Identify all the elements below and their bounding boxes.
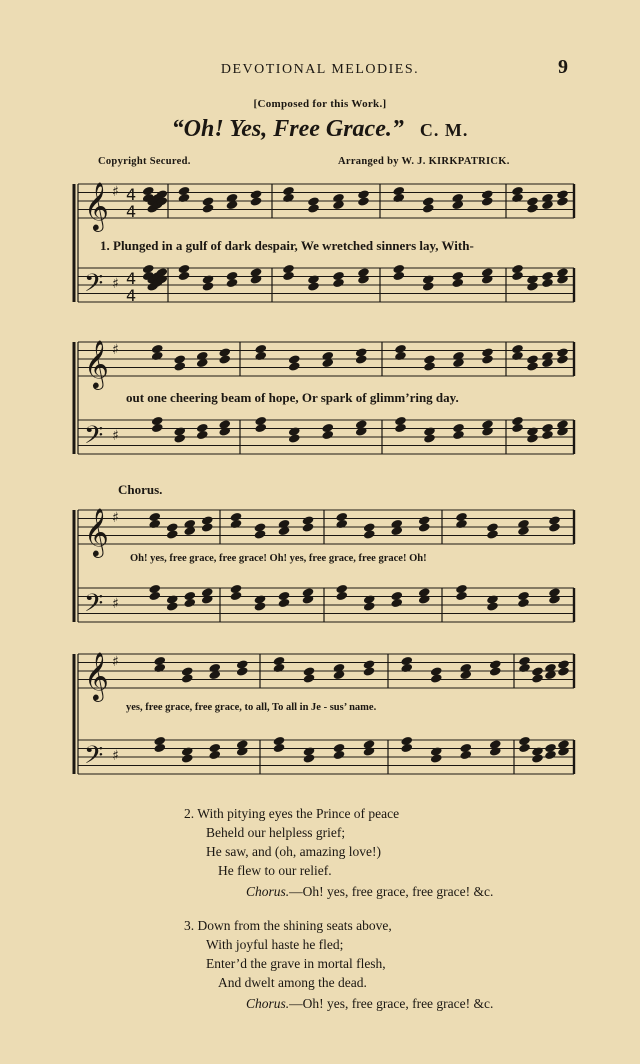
treble-note [142, 186, 155, 197]
bass-note [332, 271, 345, 282]
key-signature-sharp: ♯ [112, 596, 119, 612]
treble-note [355, 347, 368, 358]
composed-note: [Composed for this Work.] [253, 98, 387, 110]
treble-note [400, 656, 413, 667]
treble-note [303, 666, 316, 677]
bass-note [455, 584, 468, 595]
treble-note [321, 351, 334, 362]
treble-note [511, 186, 524, 197]
treble-note [332, 193, 345, 204]
treble-note [556, 347, 569, 358]
verse-2-line-4: He flew to our relief. [218, 863, 332, 878]
bass-note [541, 271, 554, 282]
treble-note [390, 519, 403, 530]
bass-note [142, 264, 155, 275]
running-head: DEVOTIONAL MELODIES. [220, 62, 420, 77]
key-signature-sharp: ♯ [112, 428, 119, 444]
time-signature: 4 [126, 286, 137, 305]
bass-note [151, 416, 164, 427]
bass-note [288, 426, 301, 437]
key-signature-sharp: ♯ [112, 510, 119, 526]
lyrics-system-1: 1. Plunged in a gulf of dark despair, We wretched sinners lay, With- [100, 238, 474, 253]
chorus-ref-text: —Oh! yes, free grace, free grace! &c. [289, 996, 494, 1011]
bass-note [526, 274, 539, 285]
treble-note [202, 196, 215, 207]
bass-note [254, 594, 267, 605]
bass-note [166, 594, 179, 605]
bass-note [273, 736, 286, 747]
treble-clef: 𝄞 [84, 651, 109, 700]
treble-note [335, 512, 348, 523]
treble-note [333, 663, 346, 674]
treble-note [541, 193, 554, 204]
bass-note [531, 746, 544, 757]
verse-2-line-2: Beheld our helpless grief; [206, 825, 346, 840]
copyright-notice: Copyright Secured. [98, 156, 191, 167]
bass-note [321, 423, 334, 434]
treble-note [250, 189, 263, 200]
bass-clef: 𝄢 [84, 589, 104, 624]
treble-note [357, 189, 370, 200]
treble-note [173, 354, 186, 365]
chorus-label: Chorus. [118, 482, 163, 497]
verse-2-chorus-ref [246, 884, 493, 900]
bass-note [278, 591, 291, 602]
bass-note [486, 594, 499, 605]
chorus-ref-label: Chorus. [246, 996, 290, 1011]
treble-clef: 𝄞 [84, 181, 109, 230]
treble-note [148, 512, 161, 523]
lyrics-system-3: Oh! yes, free grace, free grace! Oh! yes, free grace, free grace! Oh! [130, 553, 427, 564]
time-signature: 4 [126, 269, 137, 288]
treble-note [481, 347, 494, 358]
key-signature-sharp: ♯ [112, 276, 119, 292]
treble-note [486, 522, 499, 533]
bass-note [148, 584, 161, 595]
arranger-credit: Arranged by W. J. KIRKPATRICK. [338, 156, 510, 167]
treble-note [282, 186, 295, 197]
treble-note [151, 344, 164, 355]
treble-note [254, 522, 267, 533]
treble-note [544, 663, 557, 674]
bass-note [423, 426, 436, 437]
bass-note [422, 274, 435, 285]
verse-3-line-1: 3. Down from the shining seats above, [184, 918, 392, 933]
verse-3-line-2: With joyful haste he fled; [206, 937, 344, 952]
key-signature-sharp: ♯ [112, 654, 119, 670]
bass-note [335, 584, 348, 595]
treble-note [183, 519, 196, 530]
bass-note [303, 746, 316, 757]
bass-note [181, 746, 194, 757]
treble-note [430, 666, 443, 677]
treble-note [518, 656, 531, 667]
treble-note [531, 666, 544, 677]
treble-note [452, 351, 465, 362]
treble-note [557, 659, 570, 670]
treble-note [230, 512, 243, 523]
key-signature-sharp: ♯ [112, 342, 119, 358]
chorus-ref-label: Chorus. [246, 884, 290, 899]
treble-note [489, 659, 502, 670]
bass-note [226, 271, 239, 282]
treble-note [481, 189, 494, 200]
treble-clef: 𝄞 [84, 507, 109, 556]
bass-note [511, 416, 524, 427]
verse-3-line-4: And dwelt among the dead. [218, 975, 367, 990]
verse-2-line-3: He saw, and (oh, amazing love!) [206, 844, 381, 859]
treble-note [166, 522, 179, 533]
treble-note [307, 196, 320, 207]
treble-note [288, 354, 301, 365]
treble-note [541, 351, 554, 362]
bass-note [363, 594, 376, 605]
bass-note [517, 591, 530, 602]
bass-clef: 𝄢 [84, 269, 104, 304]
treble-clef: 𝄞 [84, 339, 109, 388]
treble-note [526, 196, 539, 207]
treble-note [218, 347, 231, 358]
treble-note [548, 515, 561, 526]
key-signature-sharp: ♯ [112, 748, 119, 764]
bass-note [307, 274, 320, 285]
time-signature: 4 [126, 202, 137, 221]
lyrics-system-4: yes, free grace, free grace, to all, To all in Je - sus’ name. [126, 702, 377, 713]
chorus-ref-text: —Oh! yes, free grace, free grace! &c. [289, 884, 494, 899]
bass-clef: 𝄢 [84, 421, 104, 456]
treble-note [273, 656, 286, 667]
bass-note [153, 736, 166, 747]
bass-note [196, 423, 209, 434]
bass-note [392, 264, 405, 275]
bass-note [202, 274, 215, 285]
bass-note [282, 264, 295, 275]
bass-note [178, 264, 191, 275]
verse-3-line-3: Enter’d the grave in mortal flesh, [206, 956, 386, 971]
bass-note [511, 264, 524, 275]
bass-note [208, 743, 221, 754]
treble-note [394, 344, 407, 355]
page-number: 9 [558, 56, 568, 78]
key-signature-sharp: ♯ [112, 184, 119, 200]
bass-note [518, 736, 531, 747]
lyrics-system-2: out one cheering beam of hope, Or spark of glimm’ring day. [126, 390, 459, 405]
bass-note [526, 426, 539, 437]
bass-clef: 𝄢 [84, 741, 104, 776]
bass-note [541, 423, 554, 434]
bass-note [451, 271, 464, 282]
treble-note [363, 522, 376, 533]
bass-note [544, 743, 557, 754]
treble-note [208, 663, 221, 674]
treble-note [363, 659, 376, 670]
treble-note [153, 656, 166, 667]
treble-note [178, 186, 191, 197]
bass-note [459, 743, 472, 754]
treble-note [418, 515, 431, 526]
treble-note [278, 519, 291, 530]
treble-note [511, 344, 524, 355]
bass-note [394, 416, 407, 427]
bass-note [452, 423, 465, 434]
treble-note [423, 354, 436, 365]
bass-note [400, 736, 413, 747]
bass-note [173, 426, 186, 437]
bass-note [333, 743, 346, 754]
treble-note [517, 519, 530, 530]
treble-note [226, 193, 239, 204]
bass-note [430, 746, 443, 757]
treble-note [254, 344, 267, 355]
verse-2-line-1: 2. With pitying eyes the Prince of peace [184, 806, 400, 821]
bass-note [254, 416, 267, 427]
verse-3-chorus-ref [246, 996, 493, 1012]
hymn-title-text: “Oh! Yes, Free Grace.” [171, 116, 404, 142]
treble-note [422, 196, 435, 207]
treble-note [236, 659, 249, 670]
treble-note [451, 193, 464, 204]
treble-note [196, 351, 209, 362]
bass-note [390, 591, 403, 602]
treble-note [459, 663, 472, 674]
treble-note [302, 515, 315, 526]
treble-note [201, 515, 214, 526]
hymn-meter: C. M. [419, 120, 469, 140]
time-signature: 4 [126, 185, 137, 204]
treble-note [455, 512, 468, 523]
treble-note [526, 354, 539, 365]
bass-note [183, 591, 196, 602]
treble-note [392, 186, 405, 197]
bass-note [230, 584, 243, 595]
treble-note [556, 189, 569, 200]
treble-note [181, 666, 194, 677]
